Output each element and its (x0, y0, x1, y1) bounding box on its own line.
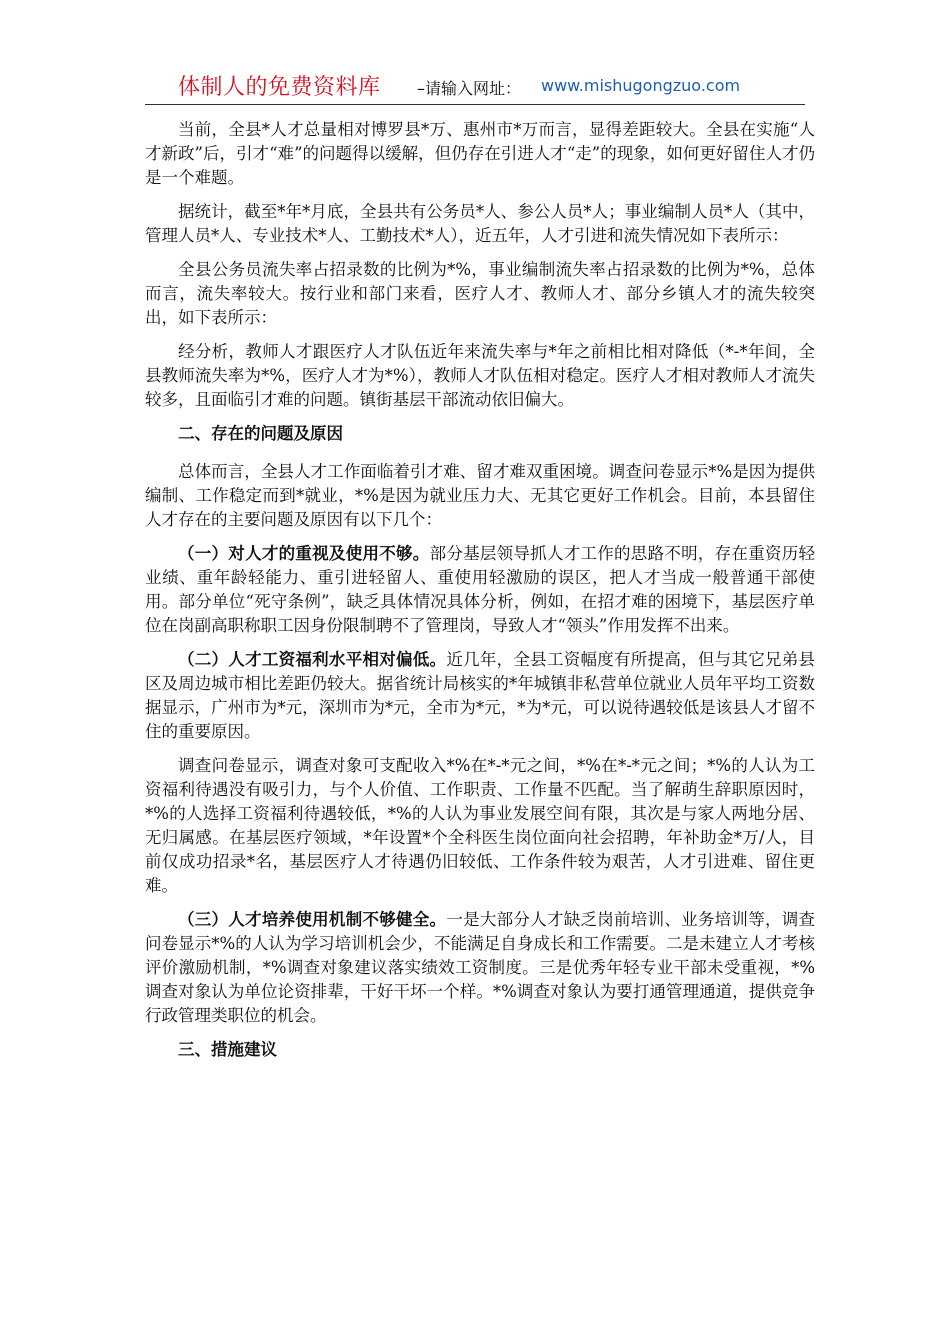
paragraph-statistics: 据统计，截至*年*月底，全县共有公务员*人、参公人员*人；事业编制人员*人（其中，管理人员*人、专业技术*人、工勤技术*人），近五年，人才引进和流失情况如下表所示： (145, 202, 815, 245)
paragraph-issue-2 (145, 648, 815, 744)
paragraph-problems-intro: 总体而言，全县人才工作面临着引才难、留才难双重困境。调查问卷显示*%是因为提供编制、工作稳定而到*就业，*%是因为就业压力大、无其它更好工作机会。目前，本县留住人才存在的主要问题及原因有以下几个： (145, 462, 815, 529)
paragraph-issue-3 (145, 908, 815, 1028)
issue-2-text: 近几年，全县工资幅度有所提高，但与其它兄弟县区及周边城市相比差距仍较大。据省统计局核实的*年城镇非私营单位就业人员年平均工资数据显示，广州市为*元，深圳市为*元，全市为*元，*为*元，可以说待遇较低是该县人才留不住的重要原因。 (145, 650, 816, 741)
paragraph-analysis: 经分析，教师人才跟医疗人才队伍近年来流失率与*年之前相比相对降低（*-*年间，全县教师流失率为*%，医疗人才为*%），教师人才队伍相对稳定。医疗人才相对教师人才流失较多，且面临引才难的问题。镇街基层干部流动依旧偏大。 (145, 342, 815, 409)
paragraph-issue-1 (145, 542, 815, 638)
paragraph-survey: 调查问卷显示，调查对象可支配收入*%在*-*元之间，*%在*-*元之间；*%的人认为工资福利待遇没有吸引力，与个人价值、工作职责、工作量不匹配。当了解萌生辞职原因时，*%的人选择工资福利待遇较低，*%的人认为事业发展空间有限，其次是与家人两地分居、无归属感。在基层医疗领域，*年设置*个全科医生岗位面向社会招聘，年补助金*万/人，目前仅成功招录*名，基层医疗人才待遇仍旧较低、工作条件较为艰苦，人才引进难、留住更难。 (145, 756, 815, 895)
issue-3-lead: （三）人才培养使用机制不够健全。 (178, 910, 447, 929)
site-header (145, 70, 805, 105)
issue-3-text: 一是大部分人才缺乏岗前培训、业务培训等，调查问卷显示*%的人认为学习培训机会少，不能满足自身成长和工作需要。二是未建立人才考核评价激励机制，*%调查对象建议落实绩效工资制度。三是优秀年轻专业干部未受重视，*%调查对象认为单位论资排辈，干好干坏一个样。*%调查对象认为要打通管理通道，提供竞争行政管理类职位的机会。 (145, 910, 816, 1025)
issue-1-lead: （一）对人才的重视及使用不够。 (178, 544, 430, 563)
issue-2-lead: （二）人才工资福利水平相对偏低。 (178, 650, 447, 669)
url-prompt: –请输入网址： (417, 79, 522, 98)
issue-1-text: 部分基层领导抓人才工作的思路不明，存在重资历轻业绩、重年龄轻能力、重引进轻留人、重使用轻激励的误区，把人才当成一般普通干部使用。部分单位“死守条例”，缺乏具体情况具体分析，例如，在招才难的困境下，基层医疗单位在岗副高职称职工因身份限制聘不了管理岗，导致人才“领头”作用发挥不出来。 (145, 544, 816, 635)
paragraph-talent-overview: 当前，全县*人才总量相对博罗县*万、惠州市*万而言，显得差距较大。全县在实施“人才新政”后，引才“难”的问题得以缓解，但仍存在引进人才“走”的现象，如何更好留住人才仍是一个难题。 (145, 120, 815, 187)
site-url-link[interactable]: www.mishugongzuo.com (541, 76, 741, 95)
paragraph-attrition-rate: 全县公务员流失率占招录数的比例为*%，事业编制流失率占招录数的比例为*%，总体而言，流失率较大。按行业和部门来看，医疗人才、教师人才、部分乡镇人才的流失较突出，如下表所示： (145, 260, 815, 327)
section-heading-measures: 三、措施建议 (178, 1040, 277, 1059)
brand-title: 体制人的免费资料库 (178, 75, 381, 100)
section-heading-problems: 二、存在的问题及原因 (178, 424, 343, 443)
document-body (145, 118, 815, 1076)
